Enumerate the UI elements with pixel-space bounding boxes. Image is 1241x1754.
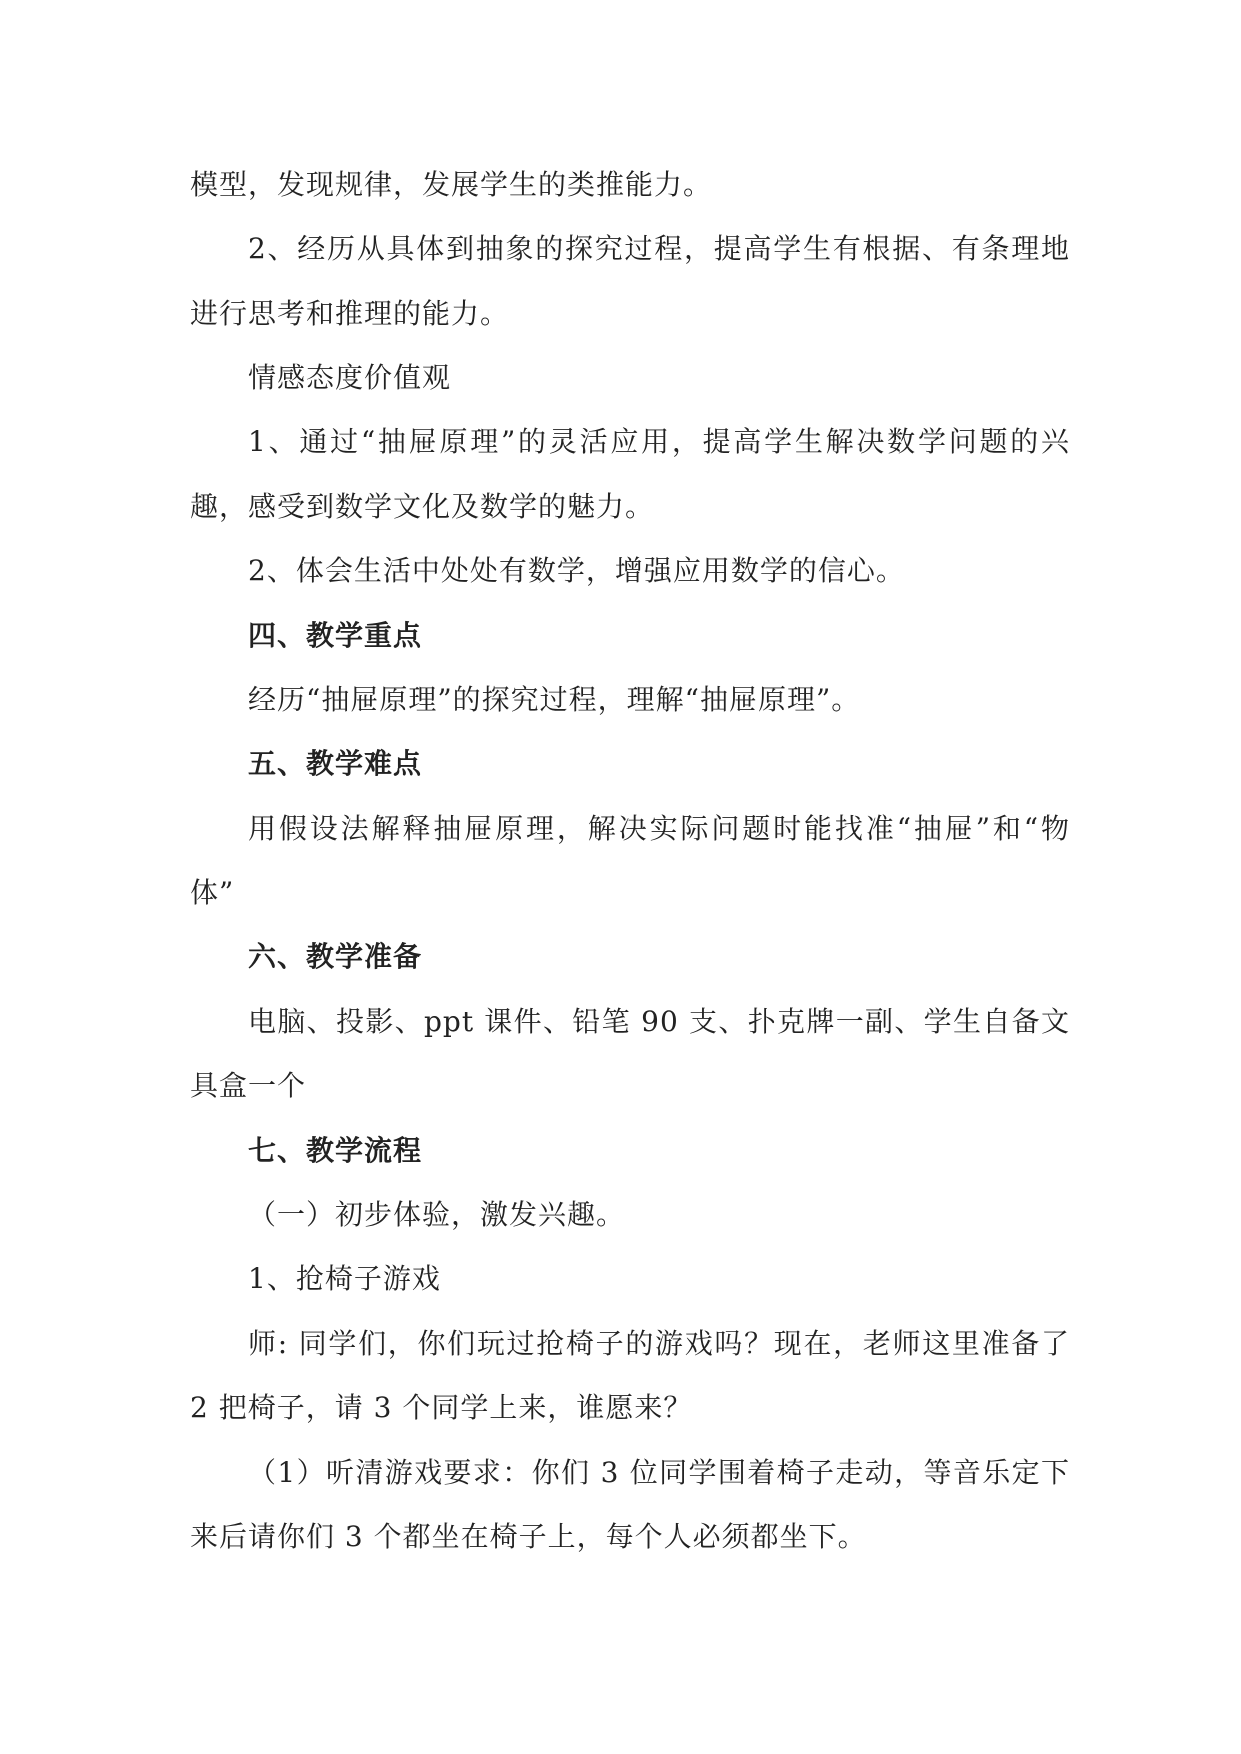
text-line: 情感态度价值观 <box>248 361 452 394</box>
text-line: 趣，感受到数学文化及数学的魅力。 <box>190 490 655 523</box>
text-line: 进行思考和推理的能力。 <box>190 297 510 330</box>
text-line: 具盒一个 <box>190 1069 307 1102</box>
text-line: 来后请你们 3 个都坐在椅子上，每个人必须都坐下。 <box>190 1520 867 1553</box>
text-line: 1、抢椅子游戏 <box>248 1262 441 1295</box>
text-line: 体” <box>190 876 235 909</box>
text-line: 用假设法解释抽屉原理，解决实际问题时能找准“抽屉”和“物 <box>248 812 1070 845</box>
section-heading: 五、教学难点 <box>248 747 423 780</box>
text-line: 1、通过“抽屉原理”的灵活应用，提高学生解决数学问题的兴 <box>248 425 1070 458</box>
text-line: 2 把椅子，请 3 个同学上来，谁愿来？ <box>190 1391 693 1424</box>
text-line: （一）初步体验，激发兴趣。 <box>248 1198 626 1231</box>
text-line: 2、体会生活中处处有数学，增强应用数学的信心。 <box>248 554 905 587</box>
text-line: （1）听清游戏要求：你们 3 位同学围着椅子走动，等音乐定下 <box>248 1456 1070 1489</box>
text-line: 电脑、投影、ppt 课件、铅笔 90 支、扑克牌一副、学生自备文 <box>248 1005 1070 1038</box>
section-heading: 四、教学重点 <box>248 619 423 652</box>
text-line: 师: 同学们，你们玩过抢椅子的游戏吗？现在，老师这里准备了 <box>248 1327 1070 1360</box>
section-heading: 六、教学准备 <box>248 940 423 973</box>
text-line: 2、经历从具体到抽象的探究过程，提高学生有根据、有条理地 <box>248 232 1070 265</box>
text-line: 模型，发现规律，发展学生的类推能力。 <box>190 168 713 201</box>
section-heading: 七、教学流程 <box>248 1134 423 1167</box>
text-line: 经历“抽屉原理”的探究过程，理解“抽屉原理”。 <box>248 683 861 716</box>
